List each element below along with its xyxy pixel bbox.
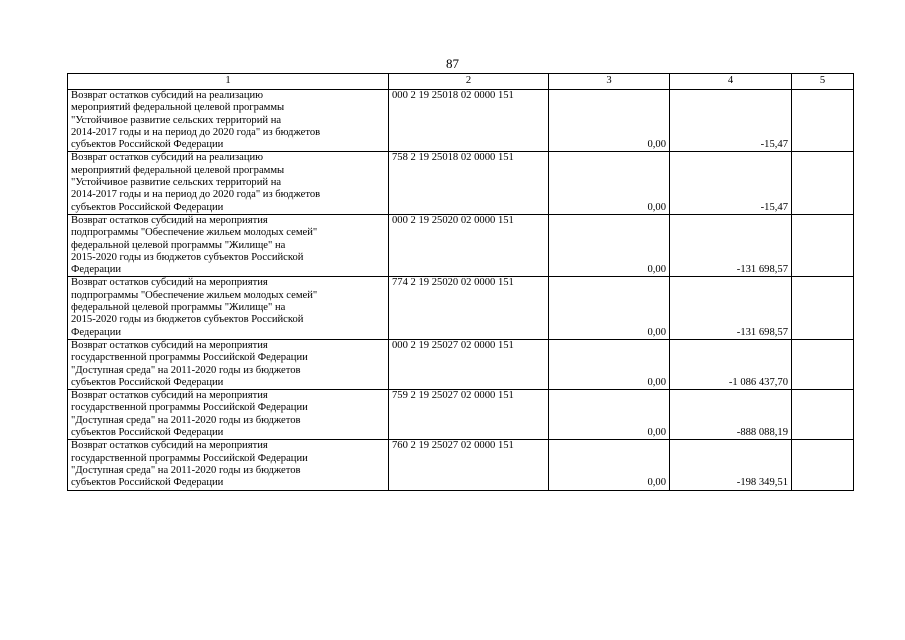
description-line: субъектов Российской Федерации xyxy=(71,427,224,439)
table-row xyxy=(68,440,854,490)
row-col5-value xyxy=(792,277,854,339)
column-header-5: 5 xyxy=(792,74,854,90)
description-line: Возврат остатков субсидий на мероприятия xyxy=(71,214,268,226)
row-code: 759 2 19 25027 02 0000 151 xyxy=(389,390,549,440)
description-line: 2015-2020 годы из бюджетов субъектов Российской xyxy=(71,251,304,263)
description-line: "Доступная среда" на 2011-2020 годы из бюджетов xyxy=(71,414,301,426)
table-row xyxy=(68,339,854,389)
row-code: 000 2 19 25020 02 0000 151 xyxy=(389,214,549,276)
row-description xyxy=(68,214,389,276)
description-line: субъектов Российской Федерации xyxy=(71,201,224,213)
description-line: федеральной целевой программы "Жилище" на xyxy=(71,239,286,251)
row-col3-value: 0,00 xyxy=(549,390,670,440)
description-line: 2014-2017 годы и на период до 2020 года" из бюджетов xyxy=(71,126,321,138)
description-line: "Устойчивое развитие сельских территорий на xyxy=(71,114,282,126)
row-col4-value: -131 698,57 xyxy=(670,214,792,276)
description-line: Возврат остатков субсидий на мероприятия xyxy=(71,390,268,402)
row-description xyxy=(68,390,389,440)
row-code: 000 2 19 25018 02 0000 151 xyxy=(389,90,549,152)
table-header xyxy=(68,74,854,90)
description-line: государственной программы Российской Федерации xyxy=(71,352,308,364)
description-line: государственной программы Российской Федерации xyxy=(71,402,308,414)
row-col5-value xyxy=(792,214,854,276)
description-line: мероприятий федеральной целевой программы xyxy=(71,102,285,114)
row-description xyxy=(68,90,389,152)
description-line: "Устойчивое развитие сельских территорий на xyxy=(71,177,282,189)
description-line: Возврат остатков субсидий на реализацию xyxy=(71,152,264,164)
description-line: субъектов Российской Федерации xyxy=(71,139,224,151)
row-col4-value: -1 086 437,70 xyxy=(670,339,792,389)
budget-table xyxy=(67,73,854,491)
row-col3-value: 0,00 xyxy=(549,152,670,214)
row-col4-value: -888 088,19 xyxy=(670,390,792,440)
description-line: 2015-2020 годы из бюджетов субъектов Российской xyxy=(71,314,304,326)
table-row xyxy=(68,277,854,339)
row-col5-value xyxy=(792,152,854,214)
column-header-3: 3 xyxy=(549,74,670,90)
table-row xyxy=(68,152,854,214)
row-col4-value: -15,47 xyxy=(670,90,792,152)
description-line: подпрограммы "Обеспечение жильем молодых семей" xyxy=(71,289,318,301)
description-line: государственной программы Российской Федерации xyxy=(71,452,308,464)
row-col3-value: 0,00 xyxy=(549,277,670,339)
row-col5-value xyxy=(792,339,854,389)
description-line: подпрограммы "Обеспечение жильем молодых семей" xyxy=(71,227,318,239)
description-line: Возврат остатков субсидий на мероприятия xyxy=(71,339,268,351)
description-line: "Доступная среда" на 2011-2020 годы из бюджетов xyxy=(71,364,301,376)
table-row xyxy=(68,90,854,152)
row-description xyxy=(68,277,389,339)
row-col5-value xyxy=(792,390,854,440)
row-description xyxy=(68,152,389,214)
table-row xyxy=(68,214,854,276)
description-line: субъектов Российской Федерации xyxy=(71,376,224,388)
description-line: Возврат остатков субсидий на мероприятия xyxy=(71,440,268,452)
description-line: 2014-2017 годы и на период до 2020 года" из бюджетов xyxy=(71,189,321,201)
row-col3-value: 0,00 xyxy=(549,214,670,276)
row-col3-value: 0,00 xyxy=(549,339,670,389)
row-code: 774 2 19 25020 02 0000 151 xyxy=(389,277,549,339)
column-header-4: 4 xyxy=(670,74,792,90)
table-row xyxy=(68,390,854,440)
row-col5-value xyxy=(792,90,854,152)
description-line: Федерации xyxy=(71,264,122,276)
row-col3-value: 0,00 xyxy=(549,90,670,152)
header-row xyxy=(68,74,854,90)
table-body xyxy=(68,90,854,491)
description-line: Возврат остатков субсидий на мероприятия xyxy=(71,277,268,289)
description-line: субъектов Российской Федерации xyxy=(71,477,224,489)
row-description xyxy=(68,339,389,389)
description-line: мероприятий федеральной целевой программы xyxy=(71,164,285,176)
row-code: 000 2 19 25027 02 0000 151 xyxy=(389,339,549,389)
row-col4-value: -15,47 xyxy=(670,152,792,214)
row-code: 758 2 19 25018 02 0000 151 xyxy=(389,152,549,214)
row-col4-value: -198 349,51 xyxy=(670,440,792,490)
description-line: Возврат остатков субсидий на реализацию xyxy=(71,90,264,101)
column-header-2: 2 xyxy=(389,74,549,90)
description-line: "Доступная среда" на 2011-2020 годы из бюджетов xyxy=(71,464,301,476)
column-header-1: 1 xyxy=(68,74,389,90)
row-col3-value: 0,00 xyxy=(549,440,670,490)
row-col5-value xyxy=(792,440,854,490)
row-description xyxy=(68,440,389,490)
description-line: Федерации xyxy=(71,326,122,338)
description-line: федеральной целевой программы "Жилище" на xyxy=(71,302,286,314)
row-code: 760 2 19 25027 02 0000 151 xyxy=(389,440,549,490)
page-number: 87 xyxy=(446,56,459,71)
row-col4-value: -131 698,57 xyxy=(670,277,792,339)
